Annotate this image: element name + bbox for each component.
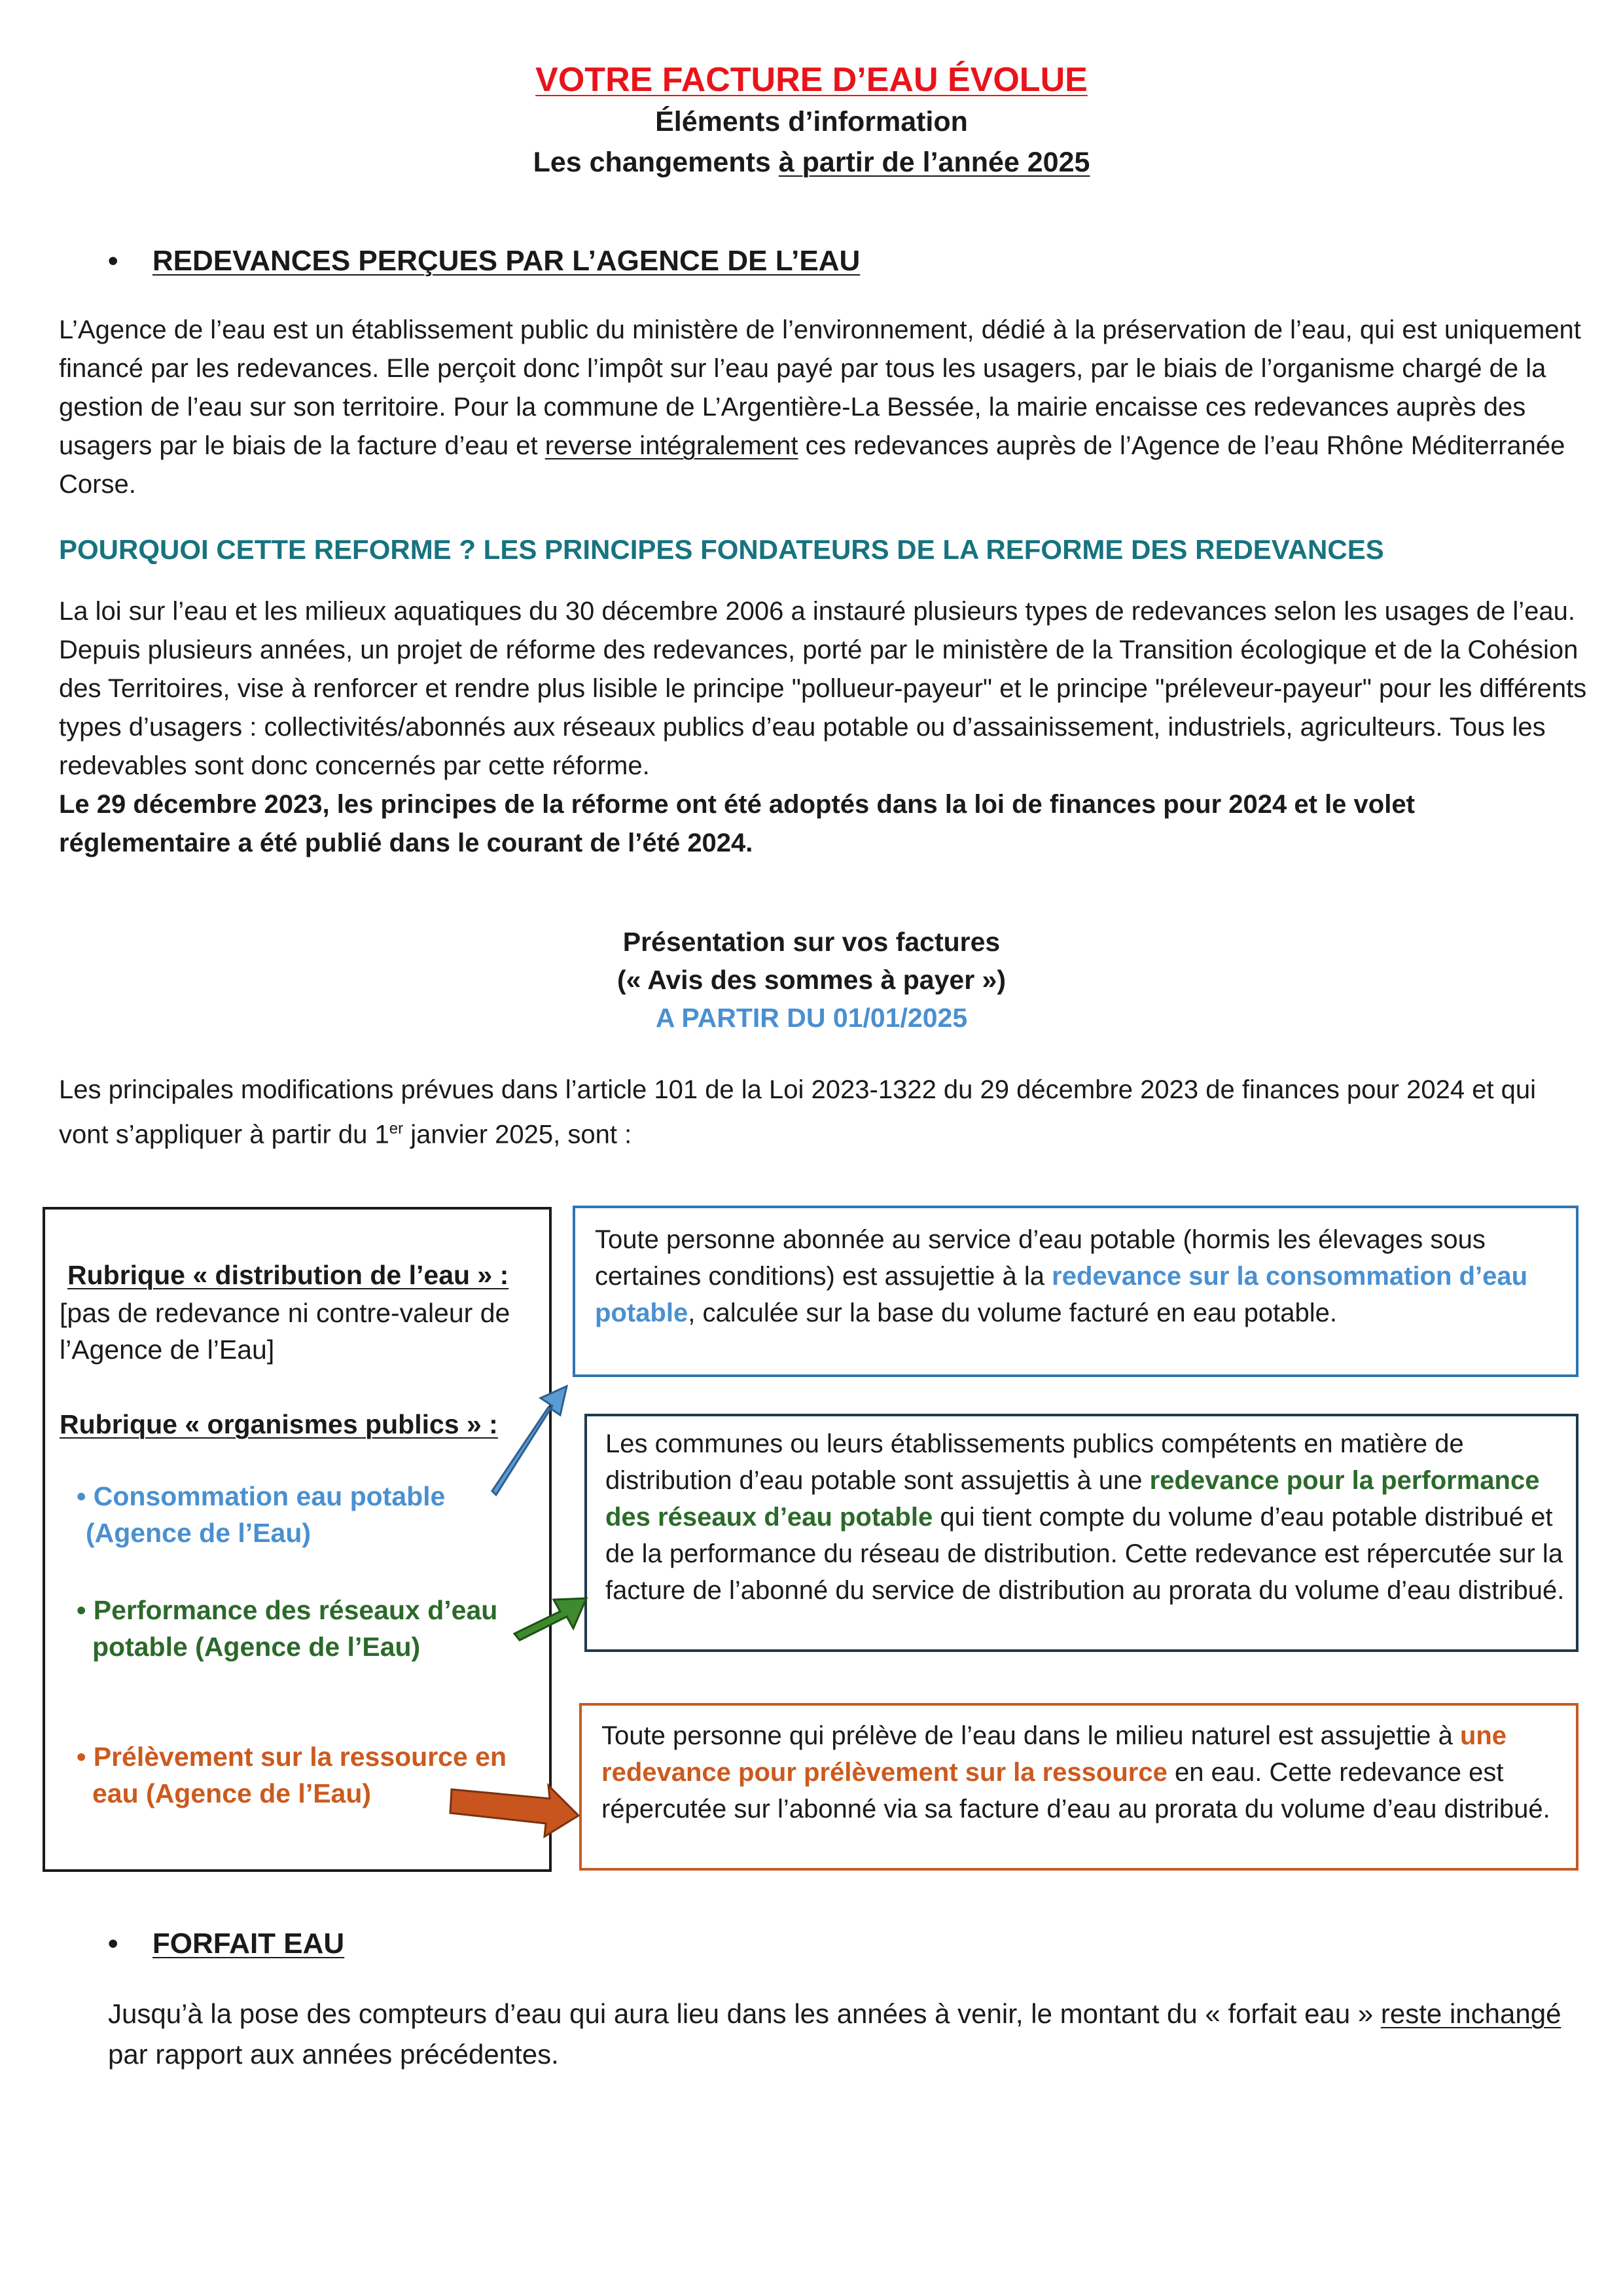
rubrique-distribution-note: [pas de redevance ni contre-valeur de l’Agence de l’Eau] [60, 1298, 510, 1365]
modifications-paragraph: Les principales modifications prévues dans l’article 101 de la Loi 2023-1322 du 29 décembre 2023 de finances pour 2024 et qui vont s’appliquer à partir du 1er janvier 2025, sont : [59, 1075, 1537, 1149]
presentation-line2: (« Avis des sommes à payer ») [616, 965, 1007, 995]
document-title: VOTRE FACTURE D’EAU ÉVOLUE [535, 61, 1088, 99]
bullet-icon: • [77, 1742, 94, 1772]
section1-paragraph: L’Agence de l’eau est un établissement public du ministère de l’environnement, dédié à la préservation de l’eau, qui est uniquement financé par les redevances. Elle perçoit donc l’impôt sur l’eau payé par tous les usagers, par le biais de l’organisme chargé de la gestion de l’eau sur son territoire. Pour la commune de L’Argentière-La Bessée, la mairie encaisse ces redevances auprès des usagers par le biais de la facture d’eau et reverse intégralement ces redevances auprès de l’Agence de l’eau Rhône Méditerranée Corse. [59, 315, 1581, 499]
prelevement-text: Toute personne qui prélève de l’eau dans le milieu naturel est assujettie à une redevance pour prélèvement sur la ressource en eau. Cette redevance est répercutée sur l’abonné via sa facture d’eau au prorata du volume d’eau distribué. [601, 1721, 1550, 1823]
bullet-icon: • [77, 1595, 94, 1625]
performance-text: Les communes ou leurs établissements publics compétents en matière de distribution d’eau potable sont assujettis à une redevance pour la performance des réseaux d’eau potable qui tient compte du volume d’eau potable distribué et de la performance du réseau de distribution. Cette redevance est répercutée sur la facture de l’abonné du service de distribution au prorata du volume d’eau distribué. [605, 1429, 1565, 1605]
presentation-line1: Présentation sur vos factures [622, 927, 1001, 957]
presentation-date: A PARTIR DU 01/01/2025 [655, 1003, 968, 1033]
section2-paragraph-2: Depuis plusieurs années, un projet de réforme des redevances, porté par le ministère de la Transition écologique et de la Cohésion des Territoires, vise à renforcer et rendre plus lisible le principe "pollueur-payeur" et le principe "préleveur-payeur" pour les différents types d’usagers : collectivités/abonnés aux réseaux publics d’eau potable ou d’assainissement, industriels, agriculteurs. Tous les redevables sont donc concernés par cette réforme. [59, 636, 1587, 780]
consommation-text: Toute personne abonnée au service d’eau potable (hormis les élevages sous certaines conditions) est assujettie à la redevance sur la consommation d’eau potable, calculée sur la base du volume facturé en eau potable. [595, 1225, 1528, 1327]
section1-heading: REDEVANCES PERÇUES PAR L’AGENCE DE L’EAU [152, 245, 861, 277]
section2-paragraph-3: Le 29 décembre 2023, les principes de la réforme ont été adoptés dans la loi de finances pour 2024 et le volet réglementaire a été publié dans le courant de l’été 2024. [59, 790, 1415, 857]
rubrique-organismes-title: Rubrique « organismes publics » : [60, 1409, 498, 1439]
arrow-green-icon [514, 1598, 586, 1640]
bullet-icon: • [108, 245, 118, 277]
arrow-blue-icon [492, 1386, 567, 1495]
item-consommation: • Consommation eau potable (Agence de l’Eau) [77, 1481, 446, 1548]
item-prelevement: • Prélèvement sur la ressource en eau (Agence de l’Eau) [77, 1742, 507, 1808]
section2-paragraph-1: La loi sur l’eau et les milieux aquatiques du 30 décembre 2006 a instauré plusieurs types de redevances selon les usages de l’eau. [59, 597, 1575, 626]
document-subtitle: Éléments d’information [655, 106, 968, 137]
section3-paragraph: Jusqu’à la pose des compteurs d’eau qui aura lieu dans les années à venir, le montant du « forfait eau » reste inchangé par rapport aux années précédentes. [108, 1998, 1561, 2070]
rubrique-distribution-title: Rubrique « distribution de l’eau » : [67, 1260, 509, 1290]
section3-heading-row [108, 1928, 344, 1960]
section3-heading: FORFAIT EAU [152, 1928, 345, 1960]
bullet-icon: • [77, 1481, 94, 1511]
section2-heading: POURQUOI CETTE REFORME ? LES PRINCIPES FONDATEURS DE LA REFORME DES REDEVANCES [59, 534, 1384, 565]
arrow-orange-icon [450, 1785, 579, 1837]
changes-line: Les changements à partir de l’année 2025 [533, 147, 1090, 178]
bullet-icon: • [108, 1928, 118, 1960]
item-performance: • Performance des réseaux d’eau potable (Agence de l’Eau) [77, 1595, 498, 1662]
